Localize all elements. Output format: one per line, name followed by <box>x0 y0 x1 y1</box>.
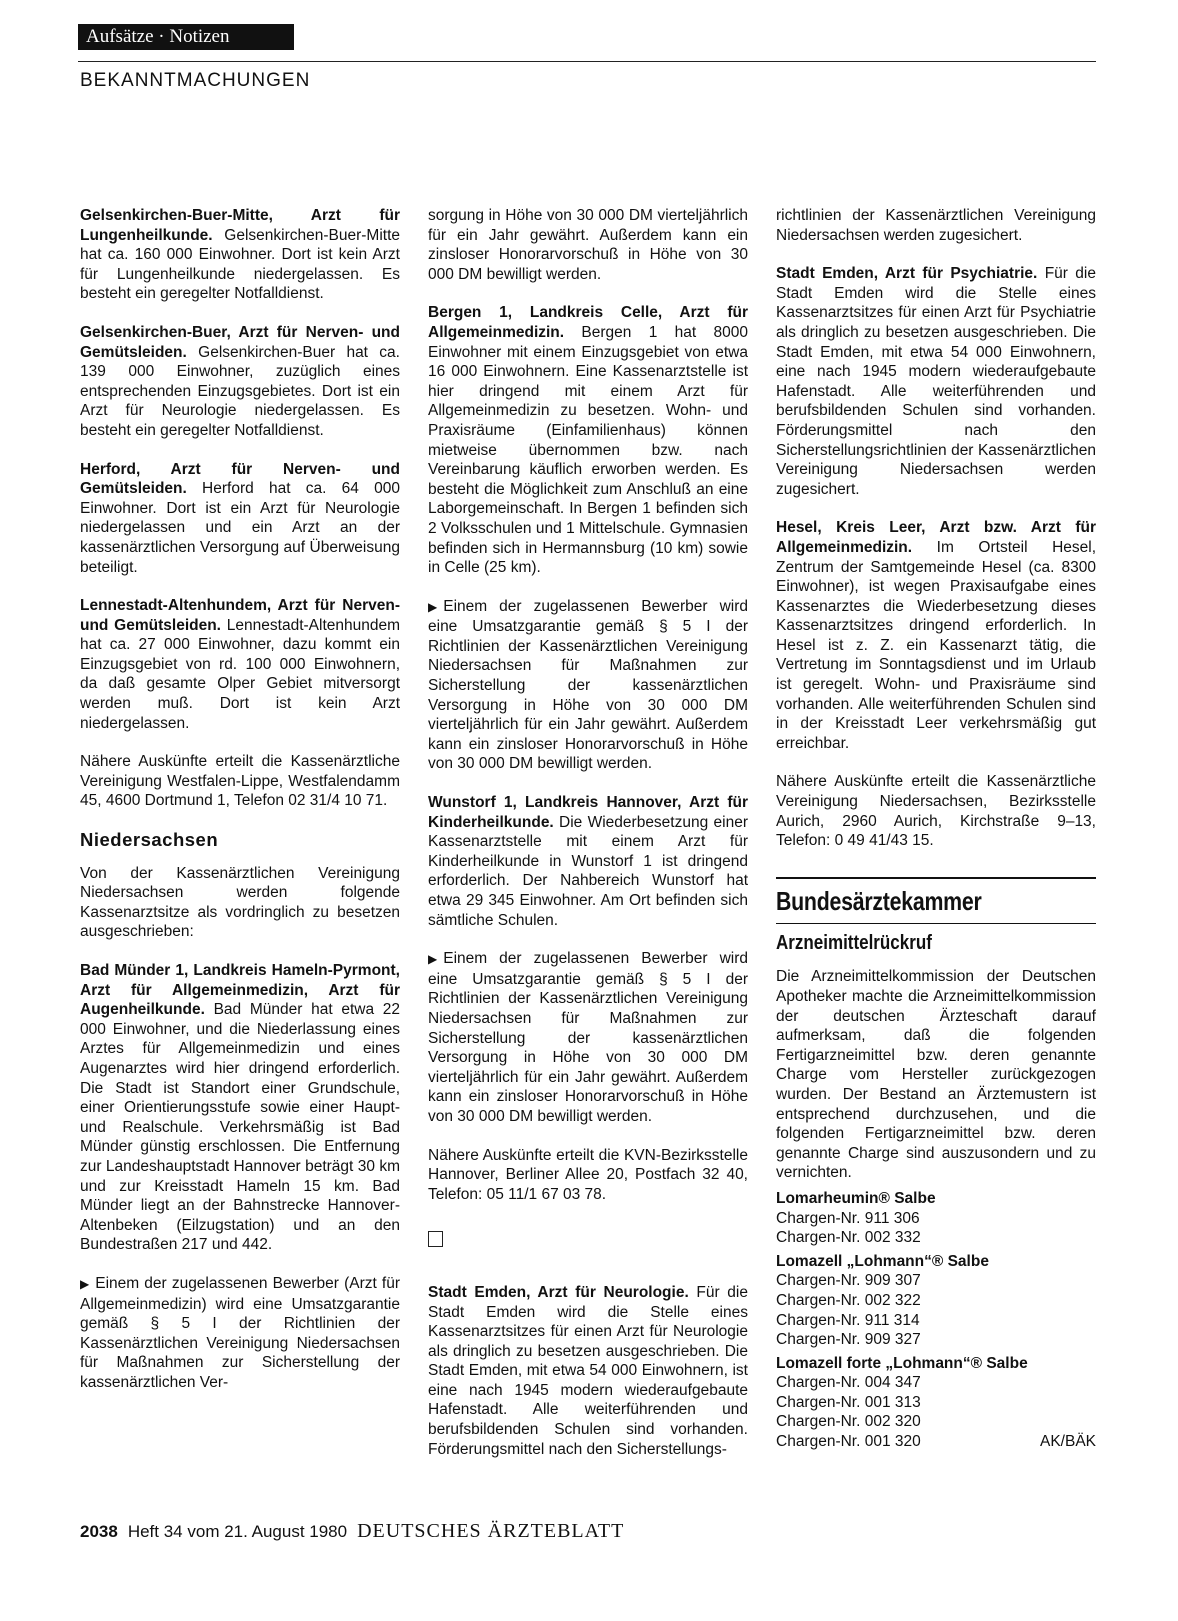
issue-info: Heft 34 vom 21. August 1980 <box>127 1522 348 1541</box>
batch-number: Chargen-Nr. 911 306 <box>776 1209 920 1227</box>
triangle-bullet-icon: ▶ <box>80 1276 90 1291</box>
section-heading: Bundesärztekammer <box>776 885 982 916</box>
product-name: Lomazell „Lohmann“® Salbe <box>776 1252 989 1270</box>
column-2 <box>428 206 748 1478</box>
article-heading: Arzneimittelrückruf <box>776 931 932 954</box>
section-rule <box>776 877 1096 879</box>
batch-number: Chargen-Nr. 909 307 <box>776 1272 921 1290</box>
entry: Bad Münder 1, Landkreis Hameln-Pyrmont, Arzt für Allgemeinmedizin, Arzt für Augenheilkunde. Bad Münder hat etwa 22 000 Einwohner, und die Niederlassung eines Arztes für Allgemeinmedizin und eines Augenarztes wird hier dringend erforderlich. Die Stadt ist Standort einer Grundschule, einer Orientierungsstufe sowie einer Haupt- und Realschule. Verkehrsmäßig ist Bad Münder günstig erschlossen. Die Entfernung zur Landeshauptstadt Hannover beträgt 30 km und zur Kreisstadt Hameln 15 km. Bad Münder liegt an der Bahnstrecke Hannover-Altenbeken (Eilzugstation) und an den Bundestraßen 217 und 442. <box>80 962 401 1254</box>
product-name: Lomarheumin® Salbe <box>776 1189 936 1207</box>
batch-row <box>776 1432 1096 1452</box>
entry: Hesel, Kreis Leer, Arzt bzw. Arzt für Allgemeinmedizin. Im Ortsteil Hesel, Zentrum der Samtgemeinde Hesel (ca. 8300 Einwohner), ist wegen Praxisaufgabe eines Kassenarztes die Wiederbesetzung dieses Kassenarztsitzes dringend erforderlich. In Hesel ist z. Z. ein Kassenarzt tätig, die Vertretung im Sonntagsdienst und im Urlaub ist geregelt. Wohn- und Praxisräume sind vorhanden. Alle weiterführenden Schulen sind in der Kreisstadt Leer verkehrsmäßig gut erreichbar. <box>776 519 1096 752</box>
region-heading: Niedersachsen <box>80 829 219 851</box>
continued-text: richtlinien der Kassenärztlichen Vereinigung Niedersachsen werden zugesichert. <box>776 207 1096 244</box>
guarantee-note: ▶ Einem der zugelassenen Bewerber wird eine Umsatzgarantie gemäß § 5 I der Richtlinien der Kassenärztlichen Vereinigung Niedersachsen für Maßnahmen zur Sicherstellung der kassenärztlichen Versorgung in Höhe von 30 000 DM vierteljährlich für ein Jahr gewährt. Außerdem kann ein zinsloser Honorarvorschuß in Höhe von 30 000 DM bewilligt werden. <box>428 950 748 1125</box>
triangle-bullet-icon: ▶ <box>428 599 438 614</box>
journal-name: DEUTSCHES ÄRZTEBLATT <box>357 1520 625 1542</box>
contact-info: Nähere Auskünfte erteilt die Kassenärztliche Vereinigung Westfalen-Lippe, Westfalendamm 45, 4600 Dortmund 1, Telefon 02 31/4 10 71. <box>80 753 400 810</box>
batch-number: Chargen-Nr. 911 314 <box>776 1311 920 1329</box>
guarantee-note: ▶ Einem der zugelassenen Bewerber (Arzt für Allgemeinmedizin) wird eine Umsatzgarantie gemäß § 5 I der Richtlinien der Kassenärztlichen Vereinigung Niedersachsen für Maßnahmen zur Sicherstellung der kassenärztlichen Ver- <box>80 1274 400 1391</box>
heading-rule <box>776 923 1096 924</box>
header-rule <box>78 61 1096 62</box>
batch-number: Chargen-Nr. 004 347 <box>776 1374 921 1392</box>
batch-number: Chargen-Nr. 001 320 <box>776 1433 921 1451</box>
page-number: 2038 <box>80 1522 118 1541</box>
region-intro: Von der Kassenärztlichen Vereinigung Niedersachsen werden folgende Kassenarztsitze als vordringlich zu besetzen ausgeschrieben: <box>80 864 400 941</box>
entry: Wunstorf 1, Landkreis Hannover, Arzt für Kinderheilkunde. Die Wiederbesetzung einer Kassenarztstelle mit einem Arzt für Kinderheilkunde in Wunstorf 1 ist dringend erforderlich. Der Nahbereich Wunstorf hat etwa 29 345 Einwohner. Am Ort befinden sich sämtliche Schulen. <box>428 794 748 929</box>
batch-number: Chargen-Nr. 002 320 <box>776 1413 921 1431</box>
batch-number: Chargen-Nr. 002 332 <box>776 1229 921 1247</box>
guarantee-note: ▶ Einem der zugelassenen Bewerber wird eine Umsatzgarantie gemäß § 5 I der Richtlinien der Kassenärztlichen Vereinigung Niedersachsen für Maßnahmen zur Sicherstellung der kassenärztlichen Versorgung in Höhe von 30 000 DM vierteljährlich für ein Jahr gewährt. Außerdem kann ein zinsloser Honorarvorschuß in Höhe von 30 000 DM bewilligt werden. <box>428 597 748 773</box>
batch-number: Chargen-Nr. 001 313 <box>776 1393 921 1411</box>
entry: Bergen 1, Landkreis Celle, Arzt für Allgemeinmedizin. Bergen 1 hat 8000 Einwohner mit einem Einzugsgebiet von etwa 16 000 Einwohnern. Eine Kassenarztstelle ist hier dringend mit einem Arzt für Allgemeinmedizin zu besetzen. Wohn- und Praxisräume (Einfamilienhaus) können mietweise übernommen bzw. nach Vereinbarung käuflich erworben werden. Es besteht die Möglichkeit zum Anschluß an eine Laborgemeinschaft. In Bergen 1 befinden sich 2 Volksschulen und 1 Mittelschule. Gymnasien befinden sich in Hermannsburg (10 km) sowie in Celle (25 km). <box>428 304 748 577</box>
section-title: BEKANNTMACHUNGEN <box>80 70 311 91</box>
entry: Stadt Emden, Arzt für Psychiatrie. Für die Stadt Emden wird die Stelle eines Kassenarztsitzes für einen Arzt für Psychiatrie als dringlich zu besetzen ausgeschrieben. Die Stadt Emden, mit etwa 54 000 Einwohnern, eine nach 1945 modern wiederaufgebaute Hafenstadt. Alle weiterführenden und berufsbildenden Schulen sind vorhanden. Förderungsmittel nach den Sicherstellungsrichtlinien der Kassenärztlichen Vereinigung Niedersachsen werden zugesichert. <box>776 265 1096 498</box>
end-box-icon <box>428 1231 443 1247</box>
contact-info: Nähere Auskünfte erteilt die Kassenärztliche Vereinigung Niedersachsen, Bezirksstelle Aurich, 2960 Aurich, Kirchstraße 9–13, Telefon: 0 49 41/43 15. <box>776 773 1096 850</box>
recall-text: Die Arzneimittelkommission der Deutschen Apotheker machte die Arzneimittelkommission der deutschen Ärzteschaft darauf aufmerksam, daß die folgenden Fertigarzneimittel bzw. deren genannte Charge vom Hersteller zurückgezogen wurden. Der Bestand an Ärztemustern ist entsprechend durchzusehen, und die folgenden Fertigarzneimittel bzw. deren genannte Charge sind auszusondern und zu vernichten. <box>776 968 1096 1182</box>
continued-text: sorgung in Höhe von 30 000 DM vierteljährlich für ein Jahr gewährt. Außerdem kann ein zinsloser Honorarvorschuß in Höhe von 30 000 DM bewilligt werden. <box>428 207 748 283</box>
triangle-bullet-icon: ▶ <box>428 952 438 967</box>
entry: Lennestadt-Altenhundem, Arzt für Nerven- und Gemütsleiden. Lennestadt-Altenhundem hat ca. 27 000 Einwohner, dazu kommt ein Einzugsgebiet von rd. 100 000 Einwohnern, da daß gesamte Olper Gebiet mitversorgt werden muß. Dort ist kein Arzt niedergelassen. <box>80 597 401 732</box>
batch-number: Chargen-Nr. 002 322 <box>776 1291 921 1309</box>
rubric-tag: Aufsätze · Notizen <box>78 24 294 50</box>
product-list <box>776 1189 1096 1452</box>
batch-number: Chargen-Nr. 909 327 <box>776 1331 921 1349</box>
entry: Stadt Emden, Arzt für Neurologie. Für die Stadt Emden wird die Stelle eines Kassenarztsitzes für einen Arzt für Neurologie als dringlich zu besetzen ausgeschrieben. Die Stadt Emden, mit etwa 54 000 Einwohnern, ist eine nach 1945 modern wiederaufgebaute Hafenstadt. Alle weiterführenden und berufsbildenden Schulen sind vorhanden. Förderungsmittel nach den Sicherstellungs- <box>428 1283 748 1458</box>
entry: Gelsenkirchen-Buer-Mitte, Arzt für Lungenheilkunde. Gelsenkirchen-Buer-Mitte hat ca. 160 000 Einwohner. Dort ist kein Arzt für Lungenheilkunde niedergelassen. Es besteht ein geregelter Notfalldienst. <box>80 207 400 303</box>
contact-info: Nähere Auskünfte erteilt die KVN-Bezirksstelle Hannover, Berliner Allee 20, Postfach 32 40, Telefon: 05 11/1 67 03 78. <box>428 1146 748 1203</box>
entry: Gelsenkirchen-Buer, Arzt für Nerven- und Gemütsleiden. Gelsenkirchen-Buer hat ca. 139 000 Einwohner, zuzüglich eines entsprechenden Einzugsgebietes. Dort ist ein Arzt für Neurologie niedergelassen. Es besteht ein geregelter Notfalldienst. <box>80 323 400 439</box>
signature: AK/BÄK <box>1040 1433 1096 1451</box>
product-name: Lomazell forte „Lohmann“® Salbe <box>776 1354 1028 1372</box>
entry: Herford, Arzt für Nerven- und Gemütsleiden. Herford hat ca. 64 000 Einwohner. Dort ist ein Arzt für Neurologie niedergelassen und ein Arzt an der kassenärztlichen Versorgung auf Überweisung beteiligt. <box>80 460 400 576</box>
column-3 <box>776 206 1096 1452</box>
page-footer <box>80 1520 624 1543</box>
column-1 <box>80 206 400 1411</box>
